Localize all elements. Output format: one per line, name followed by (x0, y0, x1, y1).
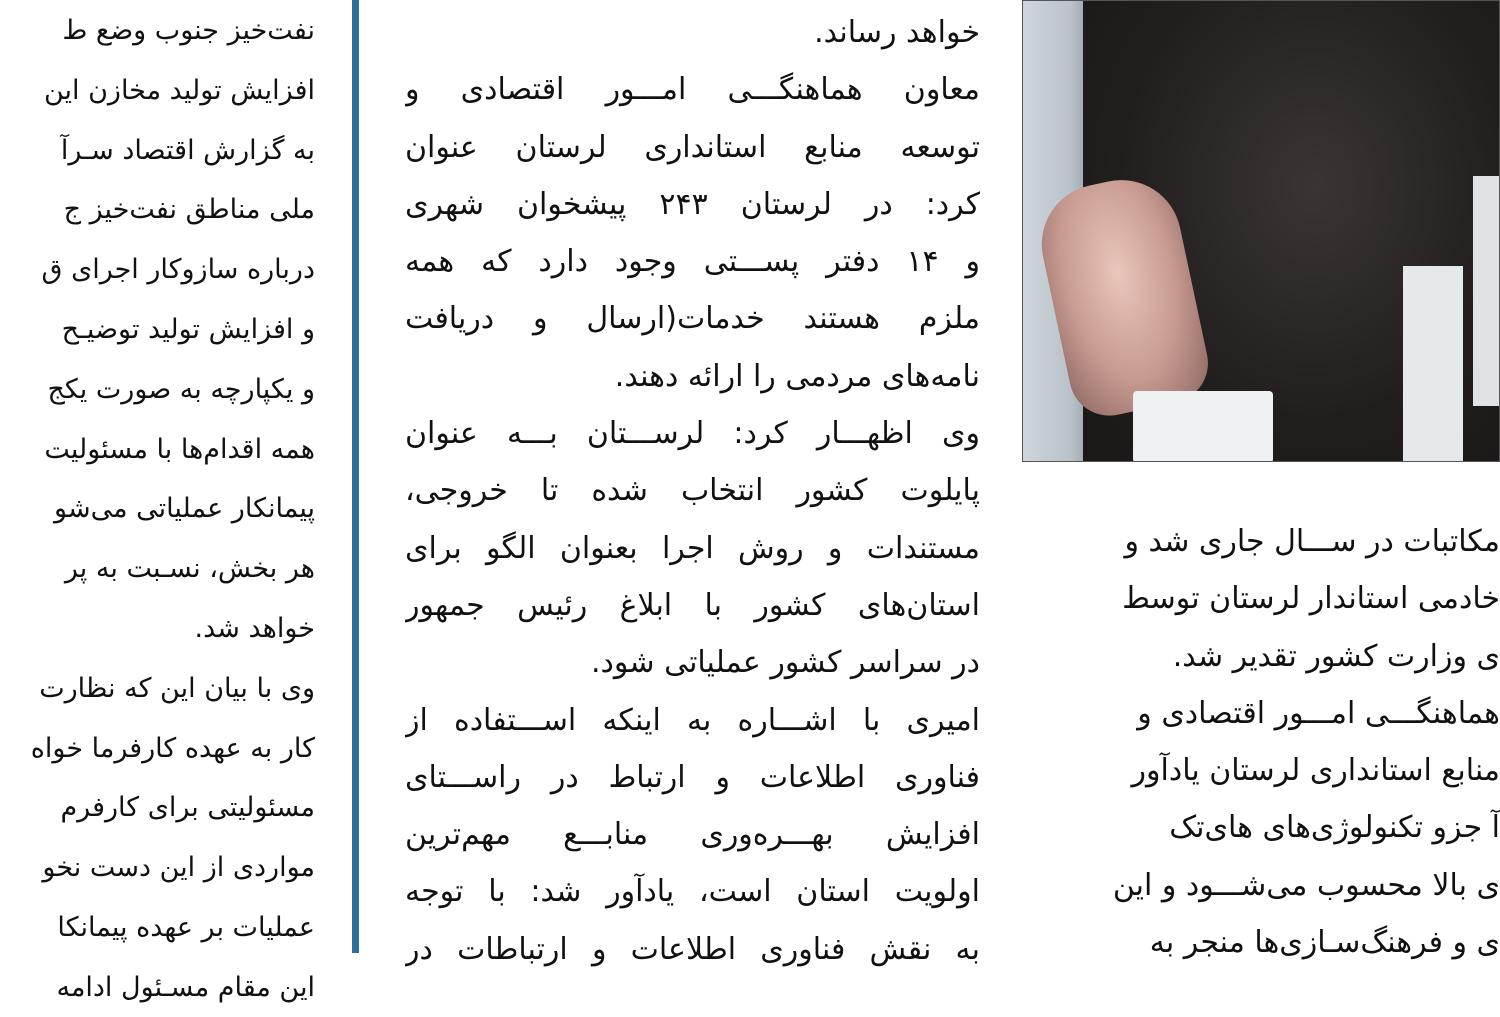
text-line: در سراسر کشور عملیاتی شود. (591, 645, 980, 681)
text-line: فناوری اطلاعات و ارتباط در راســـتای (405, 759, 980, 795)
text-line: کار به عهده کارفرما خواه (30, 732, 315, 764)
text-line: همه اقدام‌ها با مسئولیت (44, 433, 315, 465)
text-line: به گزارش اقتصاد سـرآ (60, 134, 315, 166)
text-line: و ۱۴ دفتر پســـتی وجود دارد که همه (405, 244, 980, 280)
text-line: ی بالا محسوب می‌شـــود و این (1112, 867, 1500, 903)
text-line: منابع استانداری لرستان یادآور (1131, 753, 1500, 789)
text-line: اولویت استان است، یادآور شد: با توجه (405, 874, 980, 910)
article-column-left (0, 0, 315, 1017)
text-line: خادمی استاندار لرستان توسط (1122, 581, 1500, 617)
text-line: نفت‌خیز جنوب وضع ط (62, 15, 315, 46)
text-line: پیمانکار عملیاتی می‌شو (54, 493, 315, 525)
text-line: معاون هماهنگـــی امـــور اقتصادی و (405, 72, 980, 108)
text-line: مسئولیتی برای کارفرم (60, 792, 315, 824)
text-line: خواهد رساند. (814, 15, 980, 50)
text-line: هماهنگـــی امـــور اقتصادی و (1137, 695, 1500, 731)
text-line: به نقش فناوری اطلاعات و ارتباطات در (405, 931, 980, 967)
text-line: استان‌های کشور با ابلاغ رئیس جمهور (405, 587, 980, 623)
article-column-middle (405, 4, 980, 978)
photo-paper (1403, 266, 1463, 462)
text-line: پایلوت کشور انتخاب شده تا خروجی، (405, 473, 980, 509)
text-line: آ جزو تکنولوژی‌های های‌تک (1169, 810, 1500, 846)
text-line: عملیات بر عهده پیمانکا (57, 911, 315, 943)
photo-paper (1473, 176, 1500, 406)
text-line: مستندات و روش اجرا بعنوان الگو برای (405, 530, 980, 566)
text-line: ملزم هستند خدمات(ارسال و دریافت (405, 301, 980, 337)
text-line: وی اظهـــار کرد: لرســـتان بـــه عنوان (405, 416, 980, 452)
text-line: امیری با اشـــاره به اینکه اســـتفاده از (405, 702, 980, 738)
news-photo (1022, 0, 1500, 462)
text-line: ملی مناطق نفت‌خیز ج (63, 194, 315, 226)
text-line: افزایش بهـــره‌وری منابـــع مهم‌ترین (405, 817, 980, 853)
text-line: ی وزارت کشور تقدیر شد. (1172, 638, 1500, 674)
text-line: مکاتبات در ســـال جاری شد و (1124, 524, 1500, 559)
text-line: هر بخش، نسـبت به پر (64, 553, 315, 585)
text-line: این مقام مسـئول ادامه (56, 971, 315, 1003)
text-line: و افزایش تولید توضیـح (61, 313, 315, 345)
text-line: مواردی از این دست نخو (42, 852, 315, 884)
text-line: و یکپارچه به صورت یکج (47, 373, 315, 405)
text-line: کرد: در لرستان ۲۴۳ پیشخوان شهری (405, 186, 980, 222)
photo-paper (1133, 391, 1273, 462)
text-line: خواهد شد. (194, 612, 315, 644)
text-line: افزایش تولید مخازن این (43, 74, 315, 106)
article-column-right (1045, 513, 1500, 971)
text-line: نامه‌های مردمی را ارائه دهند. (614, 358, 980, 394)
text-line: ی و فرهنگ‌سـازی‌ها منجر به (1149, 925, 1500, 961)
column-divider (352, 0, 359, 953)
text-line: توسعه منابع استانداری لرستان عنوان (405, 129, 980, 165)
text-line: درباره سازوکار اجرای ق (41, 254, 315, 286)
text-line: وی با بیان این که نظارت (39, 672, 315, 704)
